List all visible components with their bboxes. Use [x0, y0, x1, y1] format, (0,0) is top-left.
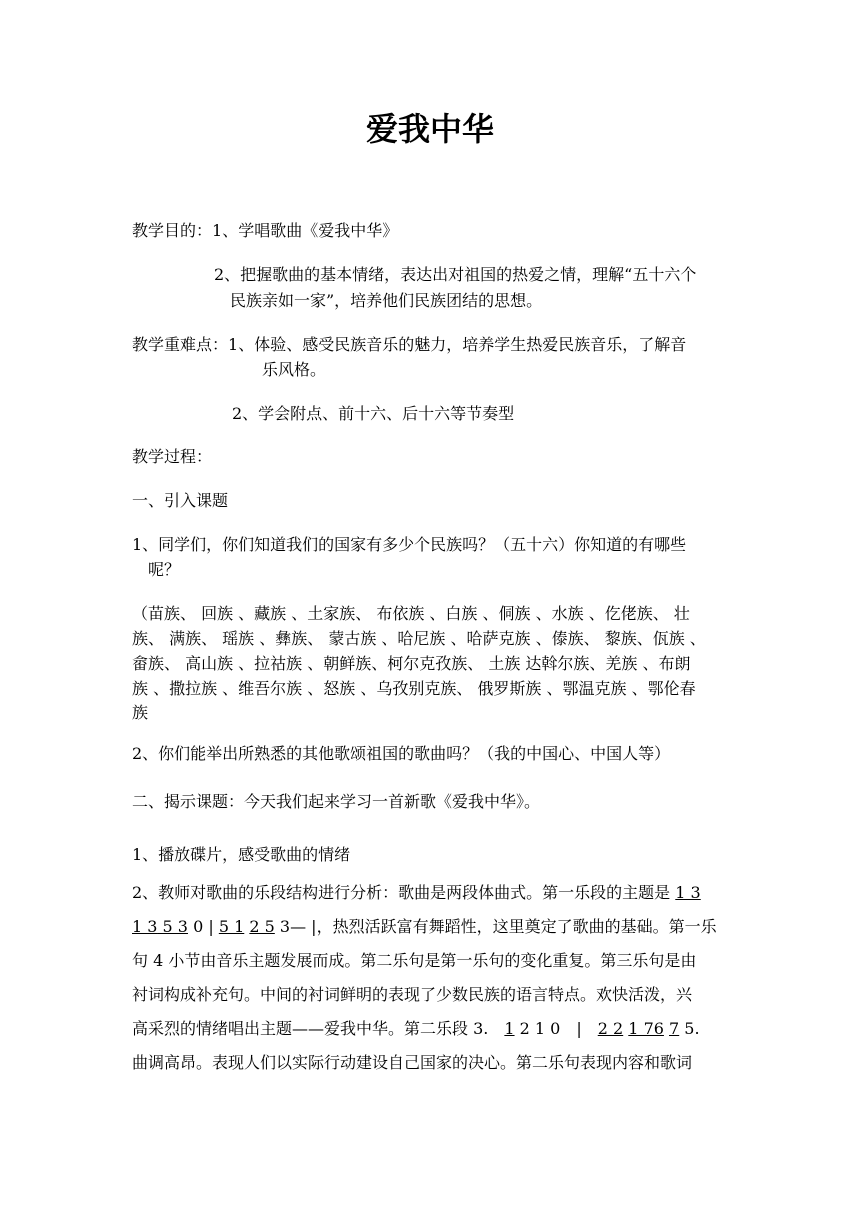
goal-item-2-line-2: 民族亲如一家”，培养他们民族团结的思想。: [230, 291, 543, 310]
music-notes: 5.: [679, 1019, 700, 1038]
key-item-1: 1、体验、感受民族音乐的魅力，培养学生热爱民族音乐，了解音: [228, 335, 687, 354]
music-notes: 7: [669, 1019, 680, 1038]
goal-line-1: [132, 218, 398, 244]
music-notes: 1 3: [132, 917, 158, 936]
music-notes: 5 1: [218, 917, 245, 936]
section-1-heading: 一、引入课题: [132, 491, 229, 510]
analysis-line-6: 曲调高昂。表现人们以实际行动建设自己国家的决心。第二乐句表现内容和歌词: [132, 1053, 693, 1072]
analysis-text: 2、教师对歌曲的乐段结构进行分析：歌曲是两段体曲式。第一乐段的主题是: [132, 883, 676, 902]
music-notes: 3— |: [274, 917, 317, 936]
music-notes: 5 3: [157, 917, 188, 936]
key-item-1-line-2: 乐风格。: [262, 360, 327, 379]
goal-item-2-line-1: 2、把握歌曲的基本情绪，表达出对祖国的热爱之情，理解“五十六个: [214, 265, 697, 284]
section-2-heading: 二、揭示课题：今天我们起来学习一首新歌《爱我中华》。: [132, 792, 541, 811]
music-notes: 1: [504, 1019, 515, 1038]
key-label: 教学重难点：: [132, 335, 229, 354]
analysis-line-5: [132, 1012, 700, 1046]
analysis-line-4: 衬词构成补充句。中间的衬词鲜明的表现了少数民族的语言特点。欢快活泼，兴: [132, 985, 693, 1004]
question-2: 2、你们能举出所熟悉的其他歌颂祖国的歌曲吗？（我的中国心、中国人等）: [132, 744, 671, 763]
ethnic-list-line: 族 、撒拉族 、维吾尔族 、怒族 、乌孜别克族、 俄罗斯族 、鄂温克族 、鄂伦春: [132, 679, 696, 698]
analysis-line-1: [132, 876, 701, 910]
key-line-1: [132, 332, 686, 358]
question-1-line-1: 1、同学们，你们知道我们的国家有多少个民族吗？（五十六）你知道的有哪些: [132, 535, 687, 554]
analysis-text: ，热烈活跃富有舞蹈性，这里奠定了歌曲的基础。第一乐: [316, 917, 717, 936]
music-notes: 2 5: [249, 917, 275, 936]
process-label: 教学过程：: [132, 447, 213, 466]
music-notes: 2 2: [597, 1019, 624, 1038]
analysis-line-2: [132, 910, 717, 944]
ethnic-list-line: 族: [132, 703, 149, 722]
page-title: 爱我中华: [365, 110, 494, 148]
ethnic-list-line: （苗族、 回族 、藏族 、土家族、 布依族 、白族 、侗族 、水族 、仡佬族、 壮: [132, 604, 690, 623]
goal-label: 教学目的：: [132, 221, 213, 240]
step-1: 1、播放碟片，感受歌曲的情绪: [132, 845, 351, 864]
ethnic-list-line: 族、 满族、 瑶族 、彝族、 蒙古族 、哈尼族 、哈萨克族 、傣族、 黎族、佤族 、: [132, 629, 706, 648]
music-notes: 1 76: [628, 1019, 664, 1038]
question-1-line-2: 呢？: [148, 560, 181, 579]
music-notes: 0 |: [187, 917, 219, 936]
ethnic-list-line: 畲族、 高山族 、拉祜族 、朝鲜族、柯尔克孜族、 土族 达斡尔族、羌族 、布朗: [132, 654, 691, 673]
music-notes: 1 3: [675, 883, 701, 902]
analysis-text: 高采烈的情绪唱出主题——爱我中华。第二乐段 3.: [132, 1019, 505, 1038]
analysis-line-3: 句 4 小节由音乐主题发展而成。第二乐句是第一乐句的变化重复。第三乐句是由: [132, 951, 697, 970]
goal-item-1: 1、学唱歌曲《爱我中华》: [212, 221, 399, 240]
key-item-2: 2、学会附点、前十六、后十六等节奏型: [232, 404, 515, 423]
music-notes: 2 1 0 |: [514, 1019, 598, 1038]
